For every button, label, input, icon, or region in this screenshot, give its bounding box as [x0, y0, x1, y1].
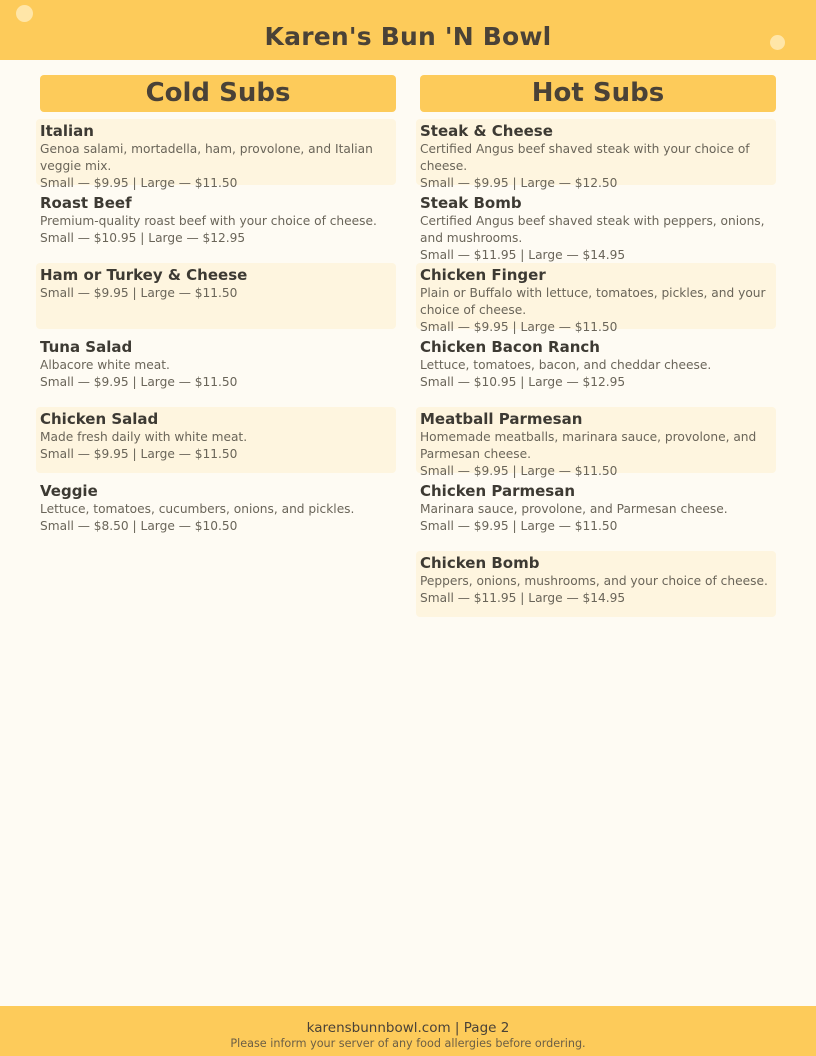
item-description: Premium-quality roast beef with your choice of cheese.	[40, 214, 377, 228]
menu-item	[36, 119, 396, 190]
item-price: Small — $11.95 | Large — $14.95	[420, 591, 626, 605]
item-description: Plain or Buffalo with lettuce, tomatoes, pickles, and your choice of cheese.	[420, 286, 766, 317]
item-price: Small — $9.95 | Large — $11.50	[40, 375, 238, 389]
item-price: Small — $9.95 | Large — $12.50	[420, 176, 618, 190]
menu-item	[36, 263, 396, 329]
item-description: Lettuce, tomatoes, cucumbers, onions, and pickles.	[40, 502, 355, 516]
section-hot-subs	[416, 75, 776, 623]
item-price: Small — $8.50 | Large — $10.50	[40, 519, 238, 533]
item-name: Tuna Salad	[40, 338, 133, 356]
item-description: Peppers, onions, mushrooms, and your choice of cheese.	[420, 574, 768, 588]
item-price: Small — $10.95 | Large — $12.95	[420, 375, 626, 389]
item-description: Certified Angus beef shaved steak with peppers, onions, and mushrooms.	[420, 214, 765, 245]
footer-site-page: karensbunnbowl.com | Page 2	[306, 1020, 510, 1036]
item-price: Small — $9.95 | Large — $11.50	[40, 176, 238, 190]
item-price: Small — $9.95 | Large — $11.50	[420, 320, 618, 334]
menu-item	[36, 407, 396, 473]
item-name: Meatball Parmesan	[420, 410, 583, 428]
menu-item	[416, 479, 776, 545]
menu-list	[36, 119, 396, 545]
item-description: Certified Angus beef shaved steak with your choice of cheese.	[420, 142, 750, 173]
item-name: Chicken Parmesan	[420, 482, 576, 500]
item-name: Veggie	[40, 482, 98, 500]
menu-item	[416, 119, 776, 190]
section-cold-subs	[36, 75, 396, 551]
item-name: Italian	[40, 122, 94, 140]
item-price: Small — $9.95 | Large — $11.50	[40, 286, 238, 300]
item-price: Small — $10.95 | Large — $12.95	[40, 231, 246, 245]
menu-item	[36, 191, 396, 257]
menu-item	[36, 479, 396, 545]
item-name: Chicken Finger	[420, 266, 546, 284]
item-price: Small — $9.95 | Large — $11.50	[40, 447, 238, 461]
footer-allergy-note: Please inform your server of any food allergies before ordering.	[230, 1037, 586, 1050]
item-name: Chicken Bacon Ranch	[420, 338, 600, 356]
item-name: Steak & Cheese	[420, 122, 553, 140]
footer-bar	[0, 1006, 816, 1056]
menu-item	[416, 191, 776, 262]
item-name: Chicken Salad	[40, 410, 159, 428]
section-title: Cold Subs	[40, 75, 396, 112]
item-description: Made fresh daily with white meat.	[40, 430, 248, 444]
item-description: Marinara sauce, provolone, and Parmesan cheese.	[420, 502, 728, 516]
item-name: Roast Beef	[40, 194, 132, 212]
item-description: Albacore white meat.	[40, 358, 170, 372]
menu-item	[416, 407, 776, 478]
section-title: Hot Subs	[420, 75, 776, 112]
restaurant-title: Karen's Bun 'N Bowl	[264, 22, 552, 51]
item-description: Lettuce, tomatoes, bacon, and cheddar cheese.	[420, 358, 712, 372]
item-name: Ham or Turkey & Cheese	[40, 266, 248, 284]
item-price: Small — $11.95 | Large — $14.95	[420, 248, 626, 262]
menu-item	[416, 263, 776, 334]
item-price: Small — $9.95 | Large — $11.50	[420, 464, 618, 478]
menu-item	[36, 335, 396, 401]
menu-list	[416, 119, 776, 617]
item-description: Genoa salami, mortadella, ham, provolone, and Italian veggie mix.	[40, 142, 373, 173]
item-name: Chicken Bomb	[420, 554, 540, 572]
item-price: Small — $9.95 | Large — $11.50	[420, 519, 618, 533]
menu-item	[416, 335, 776, 401]
item-description: Homemade meatballs, marinara sauce, provolone, and Parmesan cheese.	[420, 430, 757, 461]
menu-item	[416, 551, 776, 617]
item-name: Steak Bomb	[420, 194, 522, 212]
